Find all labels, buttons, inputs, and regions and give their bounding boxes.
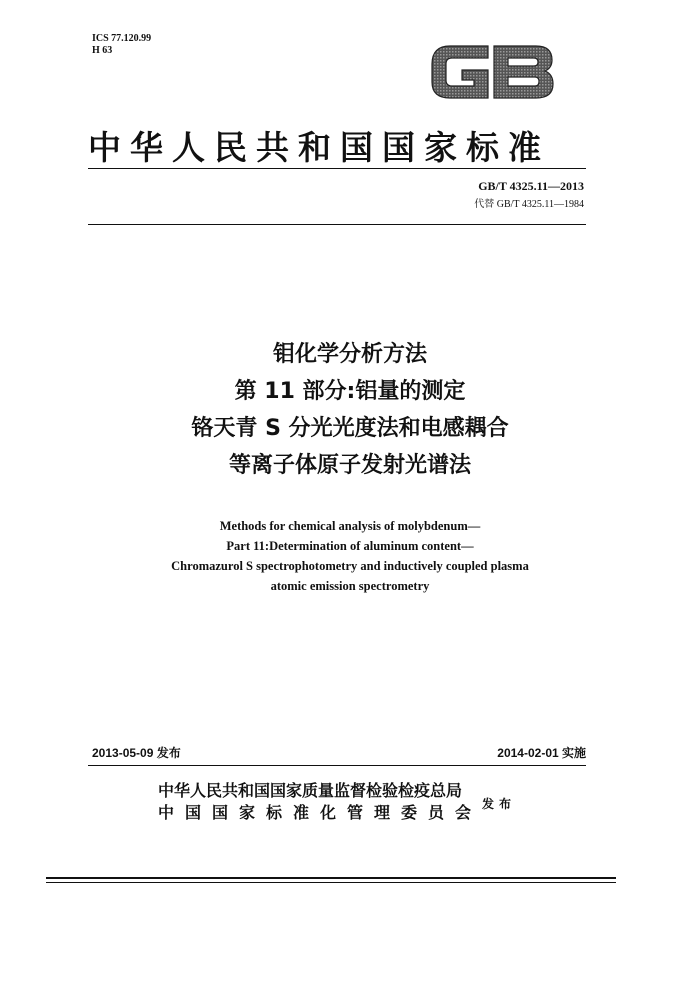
- national-standard-title: 中华人民共和国国家标准: [88, 128, 550, 167]
- chinese-title-line: 第 11 部分:铝量的测定: [234, 379, 466, 404]
- chinese-title-line: 等离子体原子发射光谱法: [228, 453, 471, 478]
- standard-number: GB/T 4325.11—2013: [478, 179, 584, 193]
- date-divider: [88, 765, 586, 766]
- classification-codes: [92, 33, 151, 57]
- issuing-organizations: [158, 780, 482, 824]
- issuer-sac: 中国国家标准化管理委员会: [158, 803, 483, 822]
- publish-label: 发布: [482, 797, 517, 811]
- top-divider: [88, 168, 586, 169]
- english-title: [0, 516, 700, 596]
- gb-logo-icon: [428, 42, 556, 102]
- ccs-code: H 63: [92, 45, 113, 56]
- english-title-line: Methods for chemical analysis of molybdenum—: [219, 519, 481, 533]
- chinese-title-line: 铬天青 S 分光光度法和电感耦合: [191, 416, 509, 441]
- english-title-line: Part 11:Determination of aluminum content—: [226, 539, 474, 553]
- issue-date: 2013-05-09 发布: [92, 746, 181, 760]
- replaced-standard: 代替 GB/T 4325.11—1984: [474, 199, 584, 210]
- bottom-divider-thick: [46, 877, 616, 879]
- chinese-title-line: 钼化学分析方法: [272, 342, 427, 367]
- issuer-aqsiq: 中华人民共和国国家质量监督检验检疫总局: [158, 781, 463, 800]
- chinese-title: [0, 336, 700, 484]
- gb-logo: [428, 42, 556, 102]
- effective-date: 2014-02-01 实施: [497, 746, 586, 760]
- standard-number-block: [474, 179, 584, 210]
- english-title-line: Chromazurol S spectrophotometry and inductively coupled plasma: [171, 559, 529, 573]
- bottom-divider-thin: [46, 882, 616, 883]
- ics-code: ICS 77.120.99: [92, 33, 152, 44]
- header-divider: [88, 224, 586, 225]
- english-title-line: atomic emission spectrometry: [270, 579, 430, 593]
